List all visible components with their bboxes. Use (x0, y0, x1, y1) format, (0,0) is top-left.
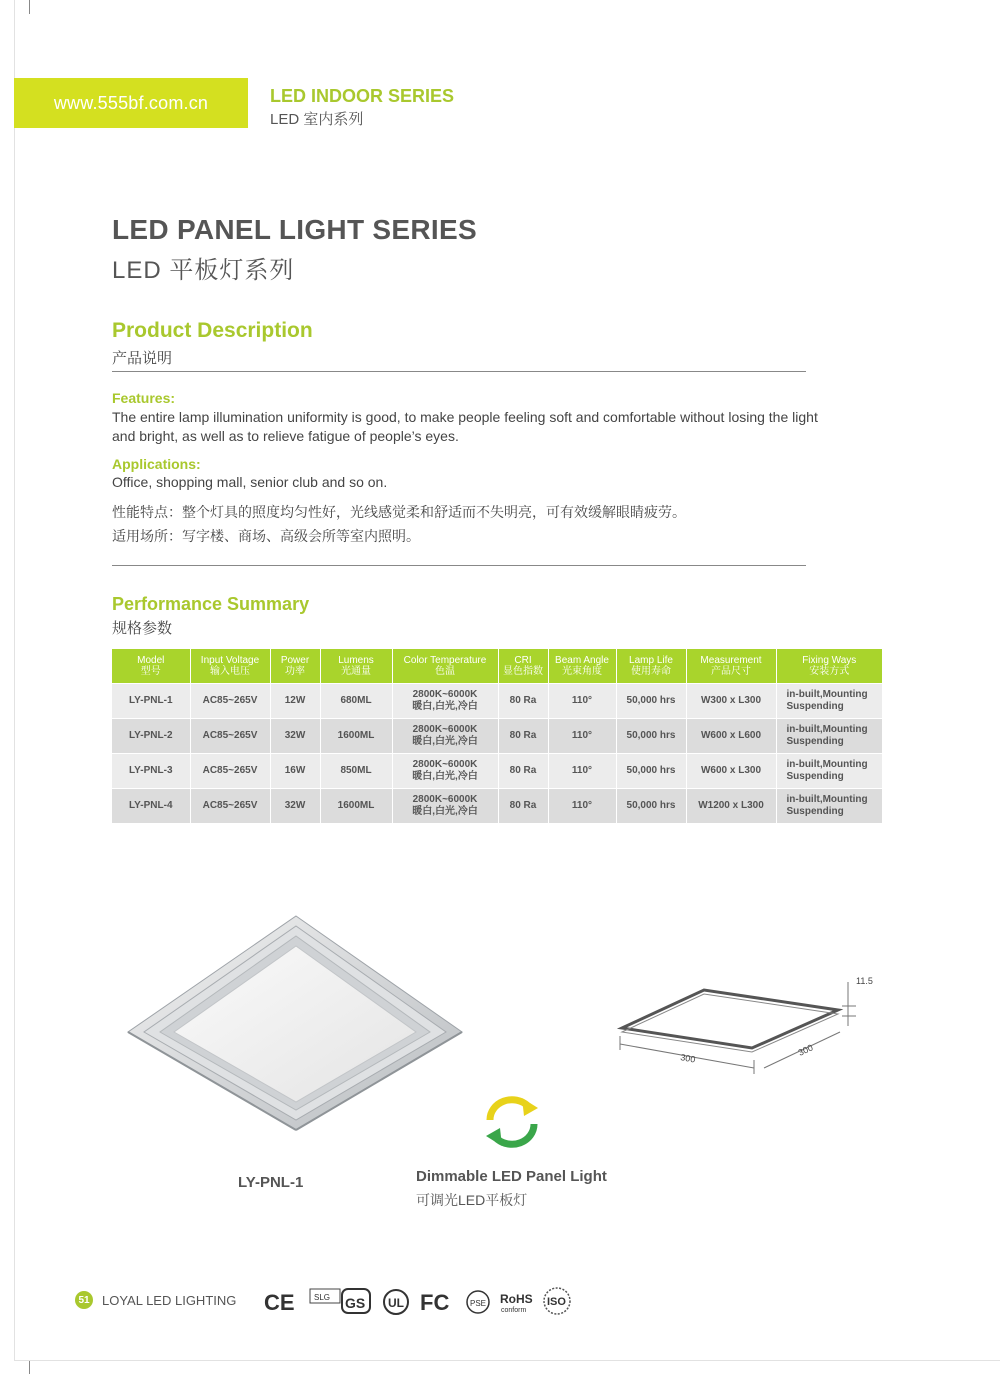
col-header-color-temp: Color Temperature 色温 (392, 649, 498, 684)
page-border-left (14, 0, 15, 1360)
col-header-model: Model 型号 (112, 649, 190, 684)
brand-name: LOYAL LED LIGHTING (102, 1293, 237, 1308)
col-header-measurement: Measurement 产品尺寸 (686, 649, 776, 684)
cell-color-temp: 2800K~6000K 暖白,白光,冷白 (392, 719, 498, 754)
fc-icon: FC (420, 1290, 450, 1315)
dimension-diagram (612, 972, 884, 1082)
cell-power: 32W (270, 719, 320, 754)
dimmable-icon (482, 1094, 542, 1150)
slg-icon: SLG (314, 1293, 331, 1302)
section-divider (112, 371, 806, 372)
product-description-subheading: 产品说明 (112, 350, 173, 367)
cell-model: LY-PNL-4 (112, 789, 190, 824)
cell-cri: 80 Ra (498, 754, 548, 789)
dimmable-caption-cn: 可调光LED平板灯 (416, 1192, 528, 1208)
cell-fixing: in-built,Mounting Suspending (776, 684, 882, 719)
cell-size: W600 x L600 (686, 719, 776, 754)
spec-table-header (112, 649, 882, 684)
cell-power: 16W (270, 754, 320, 789)
crop-mark-top (29, 0, 30, 14)
rohs-icon: RoHS (500, 1292, 533, 1306)
iso-icon: ISO (547, 1296, 566, 1308)
performance-summary-subheading: 规格参数 (112, 620, 173, 637)
ce-icon: CE (264, 1290, 295, 1315)
cell-beam: 110° (548, 684, 616, 719)
cell-cri: 80 Ra (498, 719, 548, 754)
table-row (112, 789, 882, 824)
rohs-conform-label: conform (501, 1307, 527, 1314)
table-row (112, 719, 882, 754)
cell-model: LY-PNL-1 (112, 684, 190, 719)
table-row (112, 754, 882, 789)
cell-beam: 110° (548, 754, 616, 789)
dimmable-caption-en: Dimmable LED Panel Light (416, 1168, 607, 1185)
cell-color-temp: 2800K~6000K 暖白,白光,冷白 (392, 684, 498, 719)
series-title-cn: LED 室内系列 (270, 111, 364, 128)
cell-fixing: in-built,Mounting Suspending (776, 789, 882, 824)
depth-label: 300 (796, 1042, 815, 1058)
page-title-en: LED PANEL LIGHT SERIES (112, 214, 477, 245)
cell-voltage: AC85~265V (190, 789, 270, 824)
width-label: 300 (679, 1052, 697, 1065)
cell-lumens: 680ML (320, 684, 392, 719)
cell-size: W600 x L300 (686, 754, 776, 789)
cell-voltage: AC85~265V (190, 754, 270, 789)
cell-size: W300 x L300 (686, 684, 776, 719)
col-header-power: Power 功率 (270, 649, 320, 684)
col-header-voltage: Input Voltage 输入电压 (190, 649, 270, 684)
cell-lumens: 850ML (320, 754, 392, 789)
cell-power: 32W (270, 789, 320, 824)
section-divider (112, 565, 806, 566)
performance-summary-heading: Performance Summary (112, 594, 310, 614)
page-number: 51 (75, 1291, 93, 1309)
features-text: The entire lamp illumination uniformity is good, to make people feeling soft and comfortable without losing the light and bright, as well as to relieve fatigue of people’s eyes. (112, 409, 818, 444)
col-header-beam-angle: Beam Angle 光束角度 (548, 649, 616, 684)
col-header-lamp-life: Lamp Life 使用寿命 (616, 649, 686, 684)
page-title-cn: LED 平板灯系列 (112, 257, 295, 284)
cell-size: W1200 x L300 (686, 789, 776, 824)
col-header-fixing: Fixing Ways 安装方式 (776, 649, 882, 684)
crop-mark-bottom (29, 1360, 30, 1374)
cell-lumens: 1600ML (320, 719, 392, 754)
applications-text: Office, shopping mall, senior club and so on. (112, 474, 388, 490)
cell-model: LY-PNL-2 (112, 719, 190, 754)
cell-voltage: AC85~265V (190, 719, 270, 754)
cell-life: 50,000 hrs (616, 754, 686, 789)
gs-icon: GS (345, 1295, 366, 1311)
panel-light-image (126, 912, 466, 1134)
cell-color-temp: 2800K~6000K 暖白,白光,冷白 (392, 754, 498, 789)
cell-life: 50,000 hrs (616, 684, 686, 719)
table-row (112, 684, 882, 719)
col-header-cri: CRI 显色指数 (498, 649, 548, 684)
cell-fixing: in-built,Mounting Suspending (776, 754, 882, 789)
cell-fixing: in-built,Mounting Suspending (776, 719, 882, 754)
series-title-en: LED INDOOR SERIES (270, 86, 455, 106)
cell-color-temp: 2800K~6000K 暖白,白光,冷白 (392, 789, 498, 824)
site-url-badge[interactable]: www.555bf.com.cn (14, 78, 248, 128)
cell-life: 50,000 hrs (616, 719, 686, 754)
applications-label: Applications: (112, 456, 201, 472)
cell-model: LY-PNL-3 (112, 754, 190, 789)
features-label: Features: (112, 390, 176, 406)
col-header-lumens: Lumens 光通量 (320, 649, 392, 684)
applications-text-cn: 适用场所：写字楼、商场、高级会所等室内照明。 (112, 528, 420, 544)
cell-cri: 80 Ra (498, 789, 548, 824)
product-description-heading: Product Description (112, 319, 313, 342)
height-label: 11.5 (856, 976, 873, 986)
certification-logos (264, 1286, 574, 1318)
cell-beam: 110° (548, 789, 616, 824)
cell-lumens: 1600ML (320, 789, 392, 824)
product-model-caption: LY-PNL-1 (238, 1174, 304, 1191)
cell-power: 12W (270, 684, 320, 719)
cell-cri: 80 Ra (498, 684, 548, 719)
pse-icon: PSE (470, 1299, 487, 1308)
features-text-cn: 性能特点：整个灯具的照度均匀性好，光线感觉柔和舒适而不失明亮，可有效缓解眼睛疲劳。 (112, 504, 686, 520)
cell-voltage: AC85~265V (190, 684, 270, 719)
cell-life: 50,000 hrs (616, 789, 686, 824)
page-border-bottom (14, 1360, 1000, 1361)
spec-table (112, 649, 882, 823)
cell-beam: 110° (548, 719, 616, 754)
ul-icon: UL (388, 1296, 404, 1310)
